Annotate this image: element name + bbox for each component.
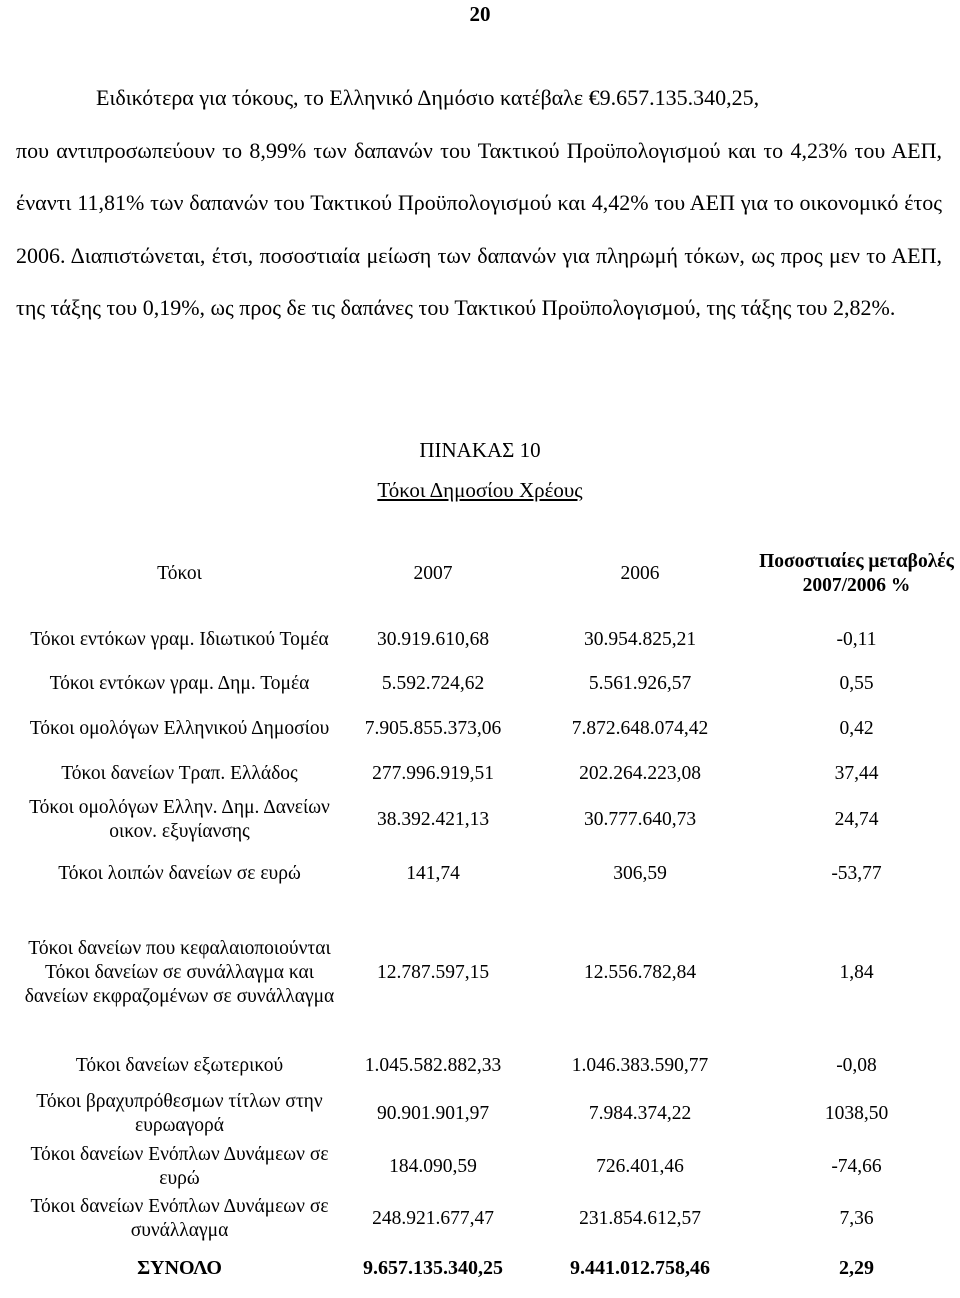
table-title: Τόκοι Δημοσίου Χρέους (377, 478, 583, 502)
row-label: Τόκοι εντόκων γραμ. Ιδιωτικού Τομέα (30, 629, 329, 650)
row-pct: -0,08 (836, 1055, 877, 1076)
page-number: 20 (469, 2, 491, 26)
table-row (18, 793, 958, 847)
row-pct: 1,84 (839, 962, 874, 983)
row-label: Τόκοι δανείων που κεφαλαιοποιούνται Τόκοι δανείων σε συνάλλαγμα και δανείων εκφραζομένων σε συνάλλαγμα (24, 938, 335, 1007)
total-pct: 2,29 (839, 1257, 874, 1279)
row-2007: 90.901.901,97 (376, 1103, 490, 1124)
table-row (18, 1193, 958, 1245)
row-2006: 30.954.825,21 (583, 629, 697, 650)
row-2007: 1.045.582.882,33 (364, 1055, 502, 1076)
row-pct: -0,11 (836, 629, 877, 650)
row-pct: -74,66 (831, 1156, 882, 1177)
row-label: Τόκοι δανείων Τραπ. Ελλάδος (61, 763, 298, 784)
row-2006: 726.401,46 (596, 1156, 684, 1177)
row-2007: 5.592.724,62 (381, 673, 485, 694)
table-row (18, 901, 958, 1045)
table-row (18, 1141, 958, 1193)
table-row (18, 703, 958, 755)
row-2006: 5.561.926,57 (588, 673, 692, 694)
header-label: Τόκοι (157, 563, 202, 584)
row-label: Τόκοι δανείων Ενόπλων Δυνάμεων σε ευρώ (30, 1144, 329, 1189)
row-2006: 30.777.640,73 (583, 809, 697, 830)
paragraph-line: μείωση των δαπανών για πληρωμή τόκων, ως προς μεν το ΑΕΠ, της τάξης του (16, 242, 943, 320)
row-2006: 306,59 (613, 863, 667, 884)
row-2006: 12.556.782,84 (583, 962, 697, 983)
row-pct: 7,36 (839, 1208, 874, 1229)
paragraph-line: που αντιπροσωπεύουν το 8,99% των δαπανών του Τακτικού Προϋπολογισμού και το (16, 137, 784, 163)
paragraph-line: Ειδικότερα για τόκους, το Ελληνικό Δημόσιο κατέβαλε €9.657.135.340,25, (96, 85, 760, 110)
row-pct: -53,77 (831, 863, 882, 884)
row-2007: 38.392.421,13 (376, 809, 490, 830)
row-2007: 248.921.677,47 (372, 1208, 494, 1229)
table-number: ΠΙΝΑΚΑΣ 10 (419, 438, 541, 462)
row-pct: 1038,50 (824, 1103, 889, 1124)
table-total-row (18, 1245, 958, 1291)
paragraph-line: 0,19%, ως προς δε τις δαπάνες του Τακτικού Προϋπολογισμού, της τάξης του 2,82%. (142, 295, 896, 320)
row-label: Τόκοι ομολόγων Ελλην. Δημ. Δανείων οικον. εξυγίανσης (29, 797, 330, 842)
row-pct: 0,42 (839, 718, 874, 739)
header-pct-change: Ποσοστιαίες μεταβολές 2007/2006 % (759, 551, 954, 596)
total-2007: 9.657.135.340,25 (363, 1257, 503, 1279)
table-row (18, 1045, 958, 1087)
total-label: ΣΥΝΟΛΟ (137, 1257, 222, 1279)
header-2007: 2007 (413, 563, 453, 584)
paragraph-line: 4,42% του ΑΕΠ για το οικονομικό έτος 2006. Διαπιστώνεται, έτσι, ποσοστιαία (16, 190, 942, 268)
table-row (18, 615, 958, 665)
row-2006: 7.984.374,22 (588, 1103, 692, 1124)
row-pct: 0,55 (839, 673, 874, 694)
table-row (18, 755, 958, 793)
row-2006: 231.854.612,57 (579, 1208, 701, 1229)
row-label: Τόκοι ομολόγων Ελληνικού Δημοσίου (29, 718, 330, 739)
row-2006: 202.264.223,08 (579, 763, 701, 784)
row-label: Τόκοι δανείων εξωτερικού (75, 1055, 284, 1076)
row-label: Τόκοι δανείων Ενόπλων Δυνάμεων σε συνάλλαγμα (30, 1196, 329, 1241)
row-2007: 141,74 (406, 863, 460, 884)
row-2006: 7.872.648.074,42 (571, 718, 709, 739)
row-label: Τόκοι λοιπών δανείων σε ευρώ (58, 863, 301, 884)
total-2006: 9.441.012.758,46 (570, 1257, 710, 1279)
row-2007: 7.905.855.373,06 (364, 718, 502, 739)
interest-table (18, 533, 958, 1291)
paragraph-line: 4,23% του ΑΕΠ, έναντι 11,81% των δαπανών του Τακτικού Προϋπολογισμού και (16, 137, 943, 215)
body-paragraph (16, 72, 942, 335)
row-label: Τόκοι εντόκων γραμ. Δημ. Τομέα (49, 673, 310, 694)
row-pct: 37,44 (834, 763, 879, 784)
table-row (18, 1087, 958, 1141)
row-2007: 30.919.610,68 (376, 629, 490, 650)
row-label: Τόκοι βραχυπρόθεσμων τίτλων στην ευρωαγορά (36, 1091, 323, 1136)
table-row (18, 847, 958, 901)
table-header-row (18, 533, 958, 615)
row-2006: 1.046.383.590,77 (571, 1055, 709, 1076)
row-2007: 184.090,59 (389, 1156, 477, 1177)
header-2006: 2006 (620, 563, 660, 584)
row-2007: 277.996.919,51 (372, 763, 494, 784)
row-2007: 12.787.597,15 (376, 962, 490, 983)
row-pct: 24,74 (834, 809, 879, 830)
table-row (18, 665, 958, 703)
